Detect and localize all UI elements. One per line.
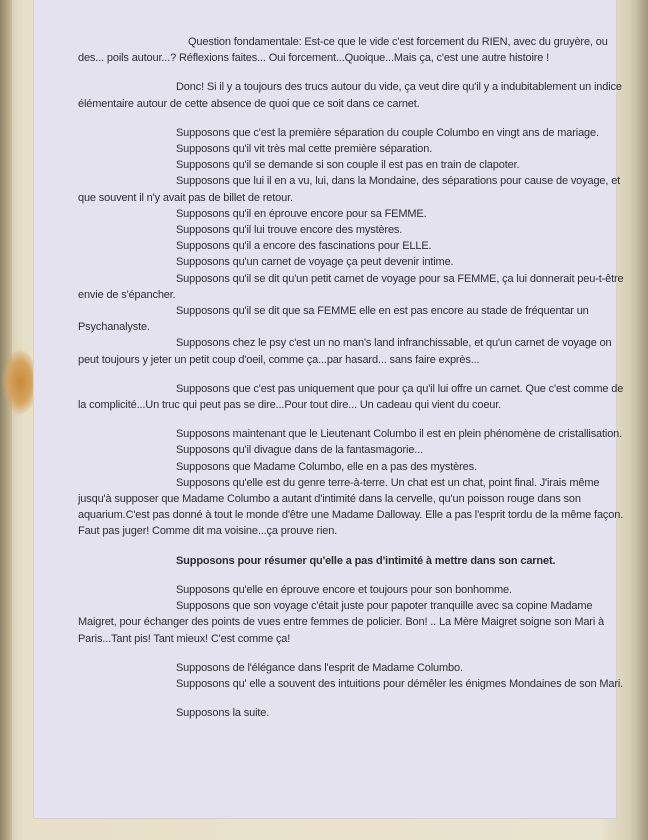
paragraph: Supposons que lui il en a vu, lui, dans la Mondaine, des séparations pour cause de voyage, et que souvent il n'y avait pas de billet de retour. [78, 175, 621, 204]
document-body [78, 34, 626, 721]
paragraph: Supposons qu'il a encore des fascinations pour ELLE. [176, 240, 432, 253]
paragraph: Supposons qu'il se dit qu'un petit carnet de voyage pour sa FEMME, ça lui donnerait peu-t-être envie de s'épancher. [78, 272, 624, 301]
paragraph: Supposons qu'il lui trouve encore des mystères. [176, 224, 403, 237]
paper-stain [2, 350, 38, 414]
paragraph: Supposons qu'il se demande si son couple il est pas en train de clapoter. [176, 159, 520, 172]
paragraph: Supposons qu'elle en éprouve encore et toujours pour son bonhomme. [176, 583, 512, 596]
paragraph: Supposons qu'il en éprouve encore pour sa FEMME. [176, 207, 427, 220]
paragraph: Supposons que c'est la première séparation du couple Columbo en vingt ans de mariage. [176, 126, 599, 139]
paragraph: Supposons que Madame Columbo, elle en a pas des mystères. [176, 460, 477, 473]
paragraph: Donc! Si il y a toujours des trucs autour du vide, ça veut dire qu'il y a indubitablement un indice élémentaire autour de cette absence de quoi que ce soit dans ce carnet. [78, 81, 622, 110]
pasted-sheet [34, 0, 624, 818]
paragraph: Supposons qu'il se dit que sa FEMME elle en est pas encore au stade de fréquentar un Psychanalyste. [78, 305, 589, 334]
paragraph: Supposons chez le psy c'est un no man's land infranchissable, et qu'un carnet de voyage on peut toujours y jeter un petit coup d'oeil, comme ça...par hasard... sans faire exprès... [78, 337, 612, 366]
paragraph: Supposons qu'elle est du genre terre-à-terre. Un chat est un chat, point final. J'irais même jusqu'à supposer que Madame Columbo a autant d'intimité dans la cervelle, qu'un poisson rouge dans son aquarium.C'est pas donné à tout le monde d'être une Madame Dalloway. Elle a pas l'esprit tordu de la même façon. Faut pas juger! Comme dit ma voisine...ça prouve rien. [78, 476, 624, 538]
notebook-binding-edge [0, 0, 12, 840]
paragraph: Supposons de l'élégance dans l'esprit de Madame Columbo. [176, 661, 463, 674]
paragraph: Supposons que son voyage c'était juste pour papoter tranquille avec sa copine Madame Maigret, pour échanger des points de vues entre femmes de policier. Bon! .. La Mère Maigret soigne son Mari à Paris...Tant pis! Tant mieux! C'est comme ça! [78, 600, 604, 645]
paragraph: Supposons que c'est pas uniquement que pour ça qu'il lui offre un carnet. Que c'est comme de la complicité...Un truc qui peut pas se dire...Pour tout dire... Un cadeau qui vient du coeur. [78, 382, 624, 412]
notebook-right-edge [634, 0, 648, 840]
paragraph: Supposons maintenant que le Lieutenant Columbo il est en plein phénomène de cristallisation. [176, 428, 623, 441]
paragraph: Supposons qu'il vit très mal cette première séparation. [176, 143, 433, 156]
paragraph: Supposons qu' elle a souvent des intuitions pour démêler les énigmes Mondaines de son Mari. [176, 677, 624, 690]
paragraph: Supposons qu'un carnet de voyage ça peut devenir intime. [176, 256, 454, 269]
paragraph: Supposons la suite. [176, 707, 270, 720]
summary-paragraph: Supposons pour résumer qu'elle a pas d'intimité à mettre dans son carnet. [176, 554, 556, 567]
paragraph: Supposons qu'il divague dans de la fantasmagorie... [176, 444, 424, 457]
paragraph: Question fondamentale: Est-ce que le vide c'est forcement du RIEN, avec du gruyère, ou des... poils autour...? Réflexions faites... Oui forcement...Quoique...Mais ça, c'est une autre histoire ! [78, 36, 608, 65]
